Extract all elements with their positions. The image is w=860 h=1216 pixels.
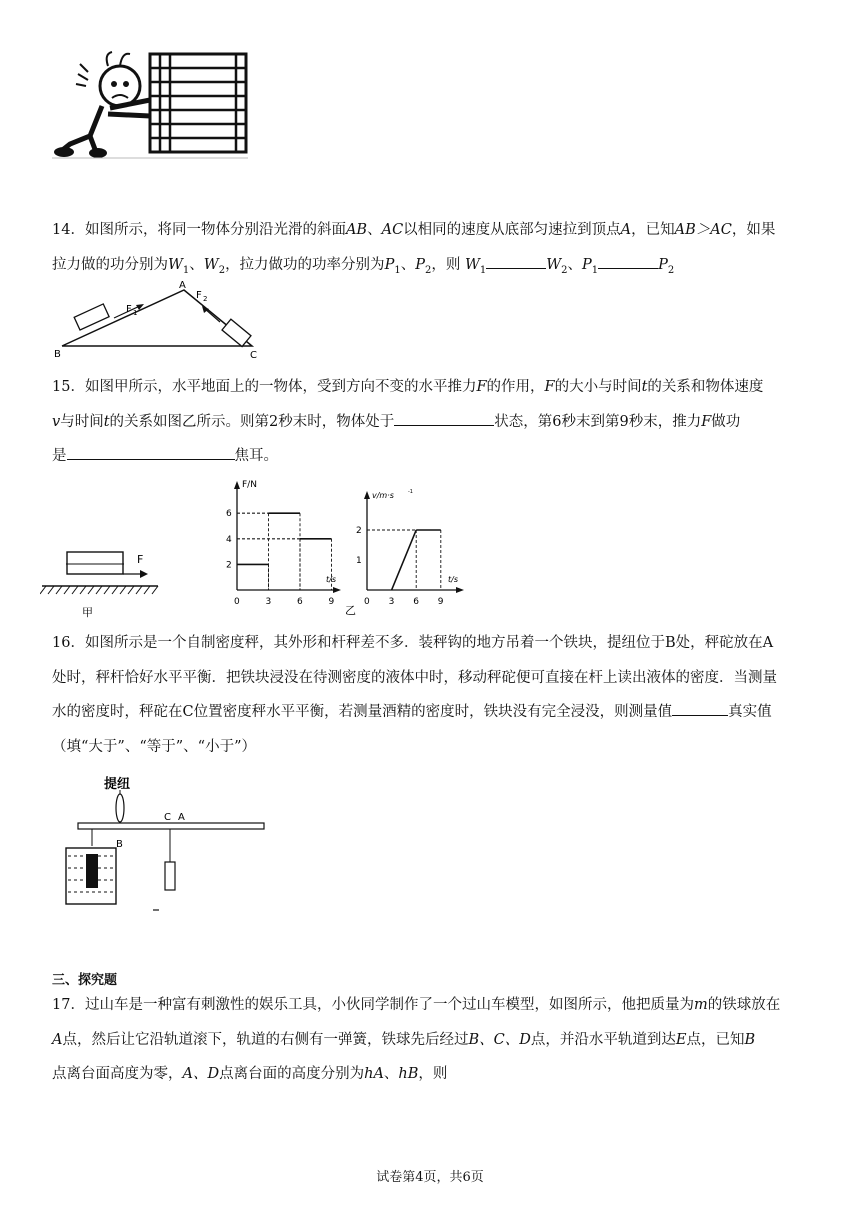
q16-line-3: 水的密度时，秤砣在C位置密度秤水平平衡，若测量酒精的密度时，铁块没有完全浸没，则测量值 真实值 [52,700,772,721]
point-c-label: C [250,350,257,360]
incline-figure [52,278,267,360]
svg-text:1: 1 [133,309,138,317]
person-pushing-box-image [50,44,250,160]
q16-line-2: 处时，秤杆恰好水平平衡．把铁块浸没在待测密度的液体中时，移动秤砣便可直接在杆上读出液体的密度．当测量 [52,670,777,686]
q15-blank-2[interactable] [67,445,235,460]
force-velocity-charts [222,470,467,620]
point-c-label: C [164,812,171,823]
v-y-tick-label: 1 [356,556,362,566]
point-a-label: A [179,280,186,291]
density-scale-figure [64,768,274,918]
q16-line-4: （填“大于”、“等于”、“小于”） [52,739,256,755]
q17-line-3: 点离台面高度为零，A、D点离台面的高度分别为hA、hB，则 [52,1066,448,1082]
q15-line-1: 15．如图甲所示，水平地面上的一物体，受到方向不变的水平推力F的作用，F的大小与时间t的关系和物体速度 [52,379,764,395]
q14-line-2: 拉力做的功分别为$W_1$、$W_2$，拉力做功的功率分别为$P_1$、$P_2$，则 $W_1$ $W_2$、$P_1$ $P_2$ [52,253,674,276]
f2-label: F [196,290,202,301]
q17-line-1: 17．过山车是一种富有刺激性的娱乐工具，小伙同学制作了一个过山车模型，如图所示，他把质量为m的铁球放在 [52,997,781,1013]
f-chart-t-axis-label: t/s [326,575,336,584]
q15-line-3: 是 焦耳。 [52,444,278,465]
q16-line-1: 16．如图所示是一个自制密度秤，其外形和杆秤差不多．装秤钩的地方吊着一个铁块，提纽位于B处，秤砣放在A [52,635,774,651]
f-x-tick-label: 6 [297,597,303,607]
f-x-tick-label: 0 [234,597,240,607]
force-f-label: F [137,553,144,566]
q14-line-1: 14．如图所示，将同一物体分别沿光滑的斜面AB、AC以相同的速度从底部匀速拉到顶点A，已知AB＞AC，如果 [52,222,776,238]
point-b-label: B [116,839,123,850]
v-series-segment [392,530,417,590]
q17-line-2: A点，然后让它沿轨道滚下，轨道的右侧有一弹簧，铁球先后经过B、C、D点，并沿水平轨道到达E点，已知B [52,1032,756,1048]
f-axis-label: F/N [242,480,257,490]
q16-blank[interactable] [672,701,728,716]
section-heading: 三、探究题 [52,973,118,988]
block-on-ground-figure [40,540,170,620]
svg-text:2: 2 [203,295,208,303]
yi-label: 乙 [345,604,356,617]
q15-blank-1[interactable] [394,411,494,426]
v-x-tick-label: 3 [388,597,395,607]
f-x-tick-label: 3 [265,597,272,607]
q14-blank-1[interactable] [486,254,546,269]
v-x-tick-label: 0 [364,597,370,607]
v-x-tick-label: 9 [437,597,444,607]
page-footer: 试卷第4页，共6页 [376,1170,484,1185]
point-b-label: B [54,349,61,360]
iron-block [86,854,98,888]
jia-label: 甲 [82,606,93,619]
point-a-label: A [178,812,185,823]
q15-line-2: v与时间t的关系如图乙所示。则第2秒末时，物体处于 状态，第6秒末到第9秒末，推力F做功 [52,410,740,431]
q14-blank-2[interactable] [598,254,658,269]
svg-text:-1: -1 [408,489,413,495]
v-chart-t-axis-label: t/s [448,575,458,584]
v-y-tick-label: 2 [356,526,362,536]
f-y-tick-label: 6 [226,509,232,520]
f1-label: F [126,304,132,315]
tiniu-label: 提纽 [104,777,131,792]
v-axis-label: v/m·s [372,491,394,500]
scale-beam [78,823,264,829]
f-y-tick-label: 4 [226,534,232,545]
f-y-tick-label: 2 [226,560,232,571]
f-x-tick-label: 9 [328,597,335,607]
v-x-tick-label: 6 [413,597,419,607]
